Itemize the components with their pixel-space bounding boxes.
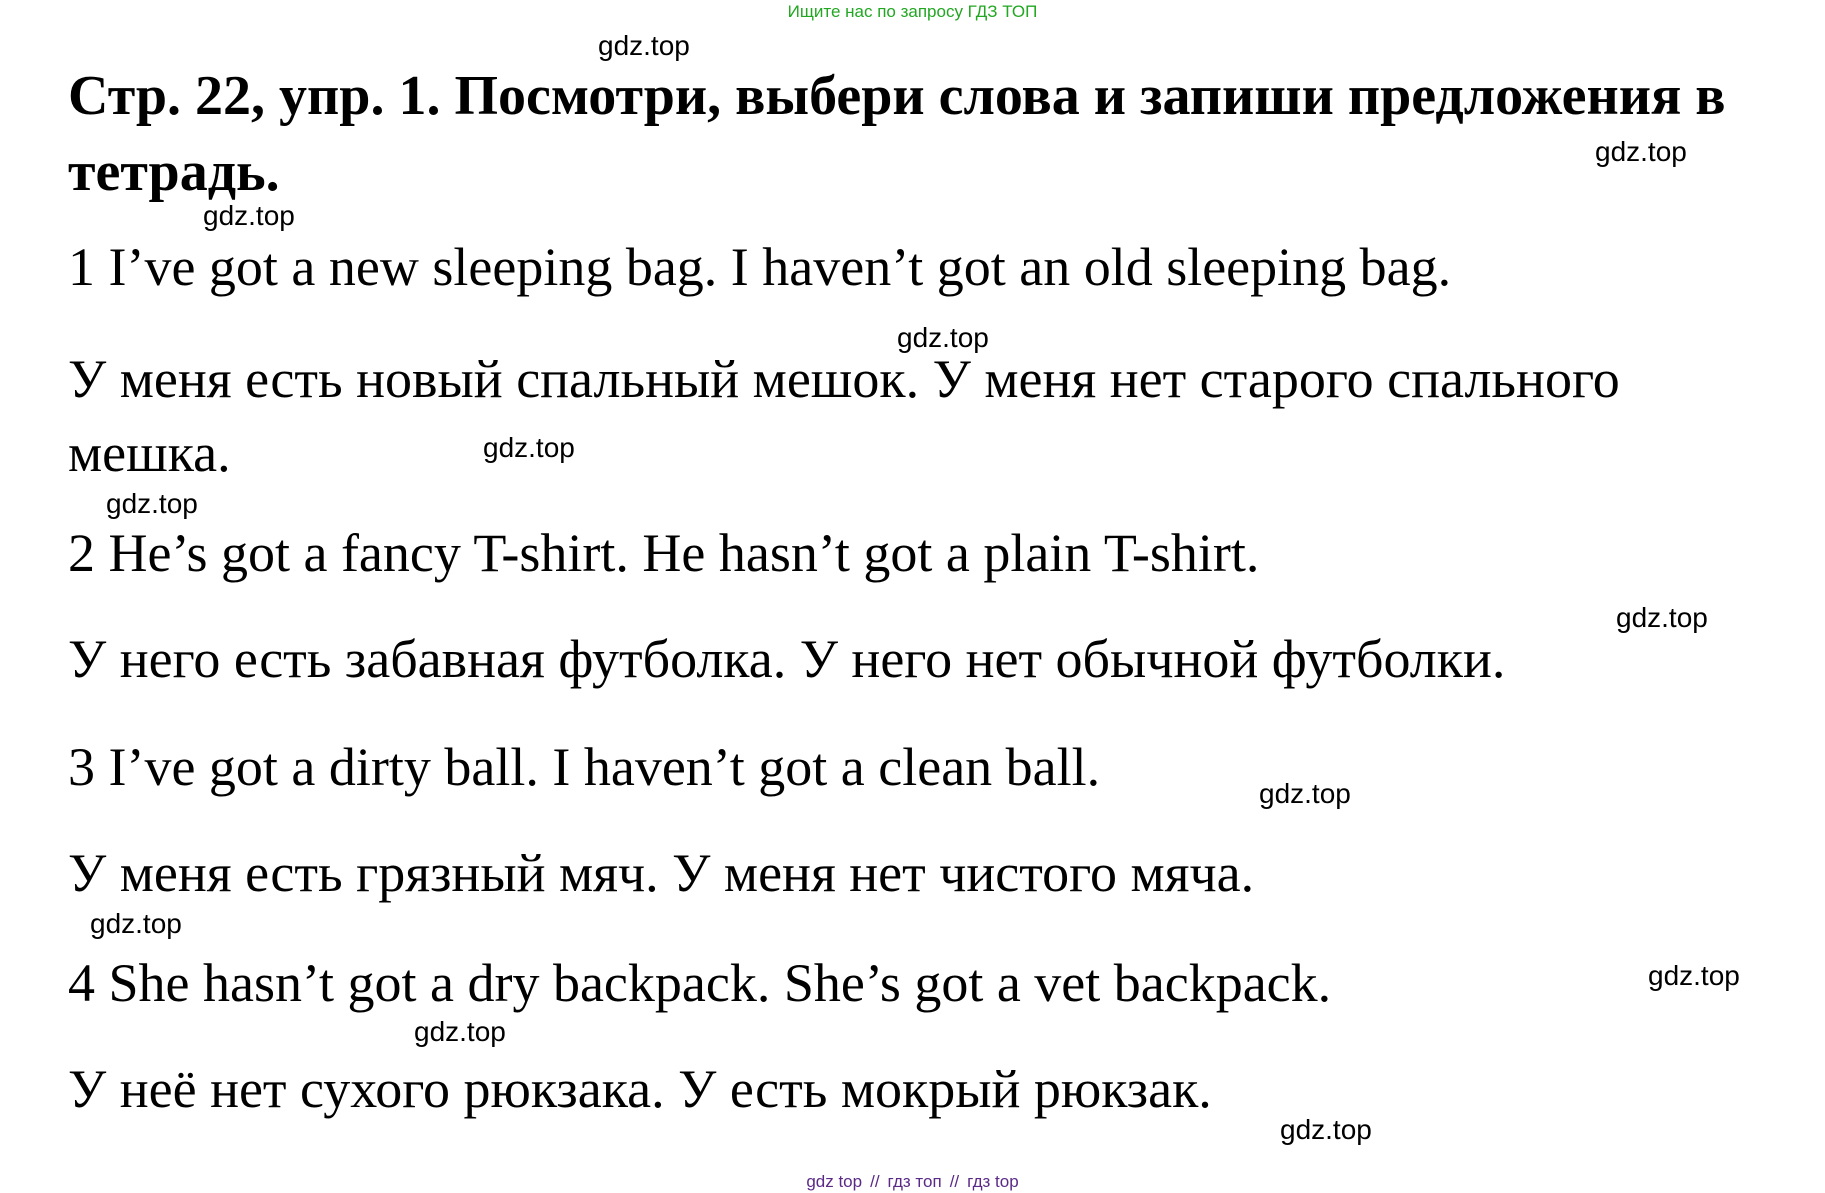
watermark: gdz.top: [414, 1016, 506, 1047]
watermark: gdz.top: [203, 200, 295, 231]
search-hint-banner: Ищите нас по запросу ГДЗ ТОП: [787, 2, 1038, 21]
answer-line-2-en: 2 He’s got a fancy T-shirt. He hasn’t got a plain T-shirt.: [68, 523, 1260, 583]
watermark: gdz.top: [1616, 602, 1708, 633]
watermark: gdz.top: [1648, 960, 1740, 991]
answer-line-4-ru: У неё нет сухого рюкзака. У есть мокрый рюкзак.: [68, 1059, 1212, 1119]
answer-line-2-ru: У него есть забавная футболка. У него нет обычной футболки.: [68, 629, 1506, 689]
watermark: gdz.top: [106, 488, 198, 519]
watermark: gdz.top: [1280, 1114, 1372, 1145]
footer-link-gdz-top-mixed[interactable]: гдз top: [967, 1172, 1019, 1191]
watermark: gdz.top: [598, 30, 690, 61]
footer-separator: //: [870, 1172, 880, 1191]
watermark: gdz.top: [1595, 136, 1687, 167]
footer-link-gdz-top-ru[interactable]: гдз топ: [887, 1172, 942, 1191]
answer-line-1-en: 1 I’ve got a new sleeping bag. I haven’t got an old sleeping bag.: [68, 237, 1452, 297]
footer-links: [0, 1172, 1825, 1192]
watermark: gdz.top: [90, 908, 182, 939]
answer-line-4-en: 4 She hasn’t got a dry backpack. She’s got a vet backpack.: [68, 953, 1332, 1013]
watermark: gdz.top: [897, 322, 989, 353]
footer-separator: //: [949, 1172, 960, 1191]
answer-line-1-ru: У меня есть новый спальный мешок. У меня нет старого спального мешка.: [68, 349, 1620, 483]
answer-line-3-ru: У меня есть грязный мяч. У меня нет чистого мяча.: [68, 843, 1255, 903]
answer-line-3-en: 3 I’ve got a dirty ball. I haven’t got a clean ball.: [68, 737, 1101, 797]
exercise-heading: Стр. 22, упр. 1. Посмотри, выбери слова и запиши предложения в тетрадь.: [68, 65, 1726, 203]
watermark: gdz.top: [483, 432, 575, 463]
watermark: gdz.top: [1259, 778, 1351, 809]
footer-link-gdz-top[interactable]: gdz top: [806, 1172, 863, 1191]
